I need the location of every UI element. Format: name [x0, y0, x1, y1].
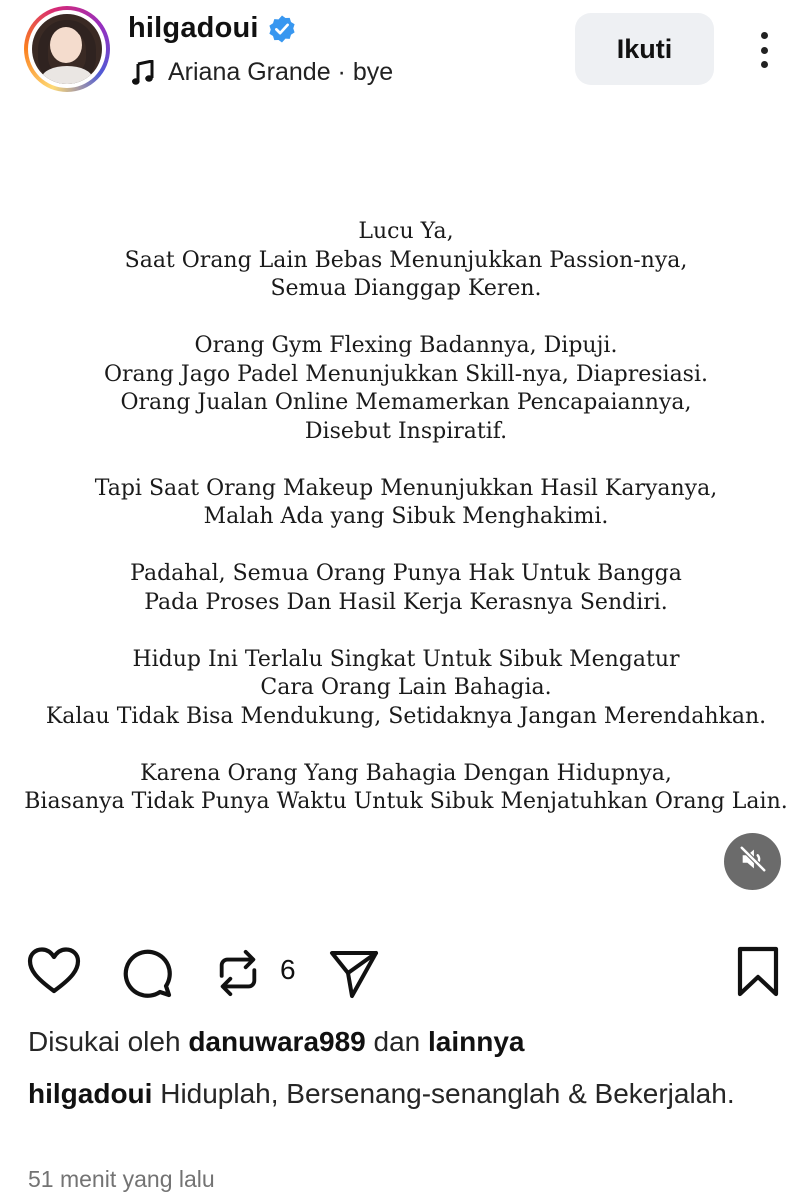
repost-count: 6 [280, 954, 296, 985]
comment-icon [120, 946, 174, 1005]
text-stanza [0, 760, 812, 817]
speaker-muted-icon [738, 844, 768, 879]
like-button[interactable] [26, 946, 82, 1001]
text-line: Disebut Inspiratif. [304, 418, 508, 444]
text-line: Hidup Ini Terlalu Singkat Untuk Sibuk Mengatur [132, 646, 680, 672]
text-line: Orang Gym Flexing Badannya, Dipuji. [194, 333, 618, 358]
text-line: Orang Jago Padel Menunjukkan Skill-nya, Diapresiasi. [103, 361, 709, 387]
post-text [0, 218, 812, 845]
text-line: Malah Ada yang Sibuk Menghakimi. [203, 504, 609, 529]
heart-icon [26, 946, 82, 1001]
post-media[interactable] [0, 100, 812, 930]
text-line: Pada Proses Dan Hasil Kerja Kerasnya Sendiri. [144, 589, 668, 615]
text-line: Cara Orang Lain Bahagia. [260, 675, 552, 700]
text-stanza [0, 332, 812, 446]
share-button[interactable] [326, 946, 382, 1005]
audio-link[interactable] [132, 58, 393, 87]
comment-button[interactable] [120, 946, 174, 1005]
others-link[interactable]: lainnya [428, 1026, 525, 1057]
post-header [0, 0, 812, 100]
text-stanza [0, 475, 812, 532]
liker-username[interactable]: danuwara989 [188, 1026, 366, 1057]
bookmark-icon [734, 946, 782, 1003]
caption-text: Hiduplah, Bersenang-senanglah & Bekerjalah. [160, 1078, 735, 1109]
repost-button[interactable] [214, 946, 262, 1005]
avatar[interactable] [32, 14, 102, 84]
more-options-icon[interactable] [744, 22, 784, 78]
text-line: Semua Dianggap Keren. [270, 276, 542, 301]
post-timestamp: 51 menit yang lalu [28, 1166, 215, 1192]
text-stanza [0, 560, 812, 617]
mute-button[interactable] [724, 833, 781, 890]
username[interactable]: hilgadoui [128, 12, 259, 44]
caption-username[interactable]: hilgadoui [28, 1078, 153, 1109]
audio-label: Ariana Grande · bye [168, 58, 394, 86]
caption [28, 1070, 748, 1117]
text-line: Karena Orang Yang Bahagia Dengan Hidupnya, [140, 760, 672, 786]
text-line: Orang Jualan Online Memamerkan Pencapaiannya, [120, 390, 692, 415]
likes-summary[interactable]: Disukai oleh danuwara989 dan lainnya [28, 1026, 525, 1057]
music-note-icon [132, 60, 154, 86]
verified-badge-icon [267, 14, 297, 44]
text-line: Saat Orang Lain Bebas Menunjukkan Passion-nya, [124, 247, 688, 273]
text-line: Lucu Ya, [358, 219, 454, 244]
repost-icon [214, 946, 262, 1005]
text-stanza [0, 646, 812, 732]
follow-button[interactable]: Ikuti [575, 13, 714, 85]
story-ring[interactable] [24, 6, 110, 92]
text-line: Padahal, Semua Orang Punya Hak Untuk Bangga [130, 561, 682, 586]
text-line: Biasanya Tidak Punya Waktu Untuk Sibuk Menjatuhkan Orang Lain. [24, 789, 788, 814]
text-line: Tapi Saat Orang Makeup Menunjukkan Hasil Karyanya, [94, 475, 718, 501]
save-button[interactable] [734, 946, 782, 1003]
post-actions [0, 940, 812, 1010]
text-stanza [0, 218, 812, 304]
text-line: Kalau Tidak Bisa Mendukung, Setidaknya Jangan Merendahkan. [45, 703, 767, 729]
send-icon [326, 946, 382, 1005]
